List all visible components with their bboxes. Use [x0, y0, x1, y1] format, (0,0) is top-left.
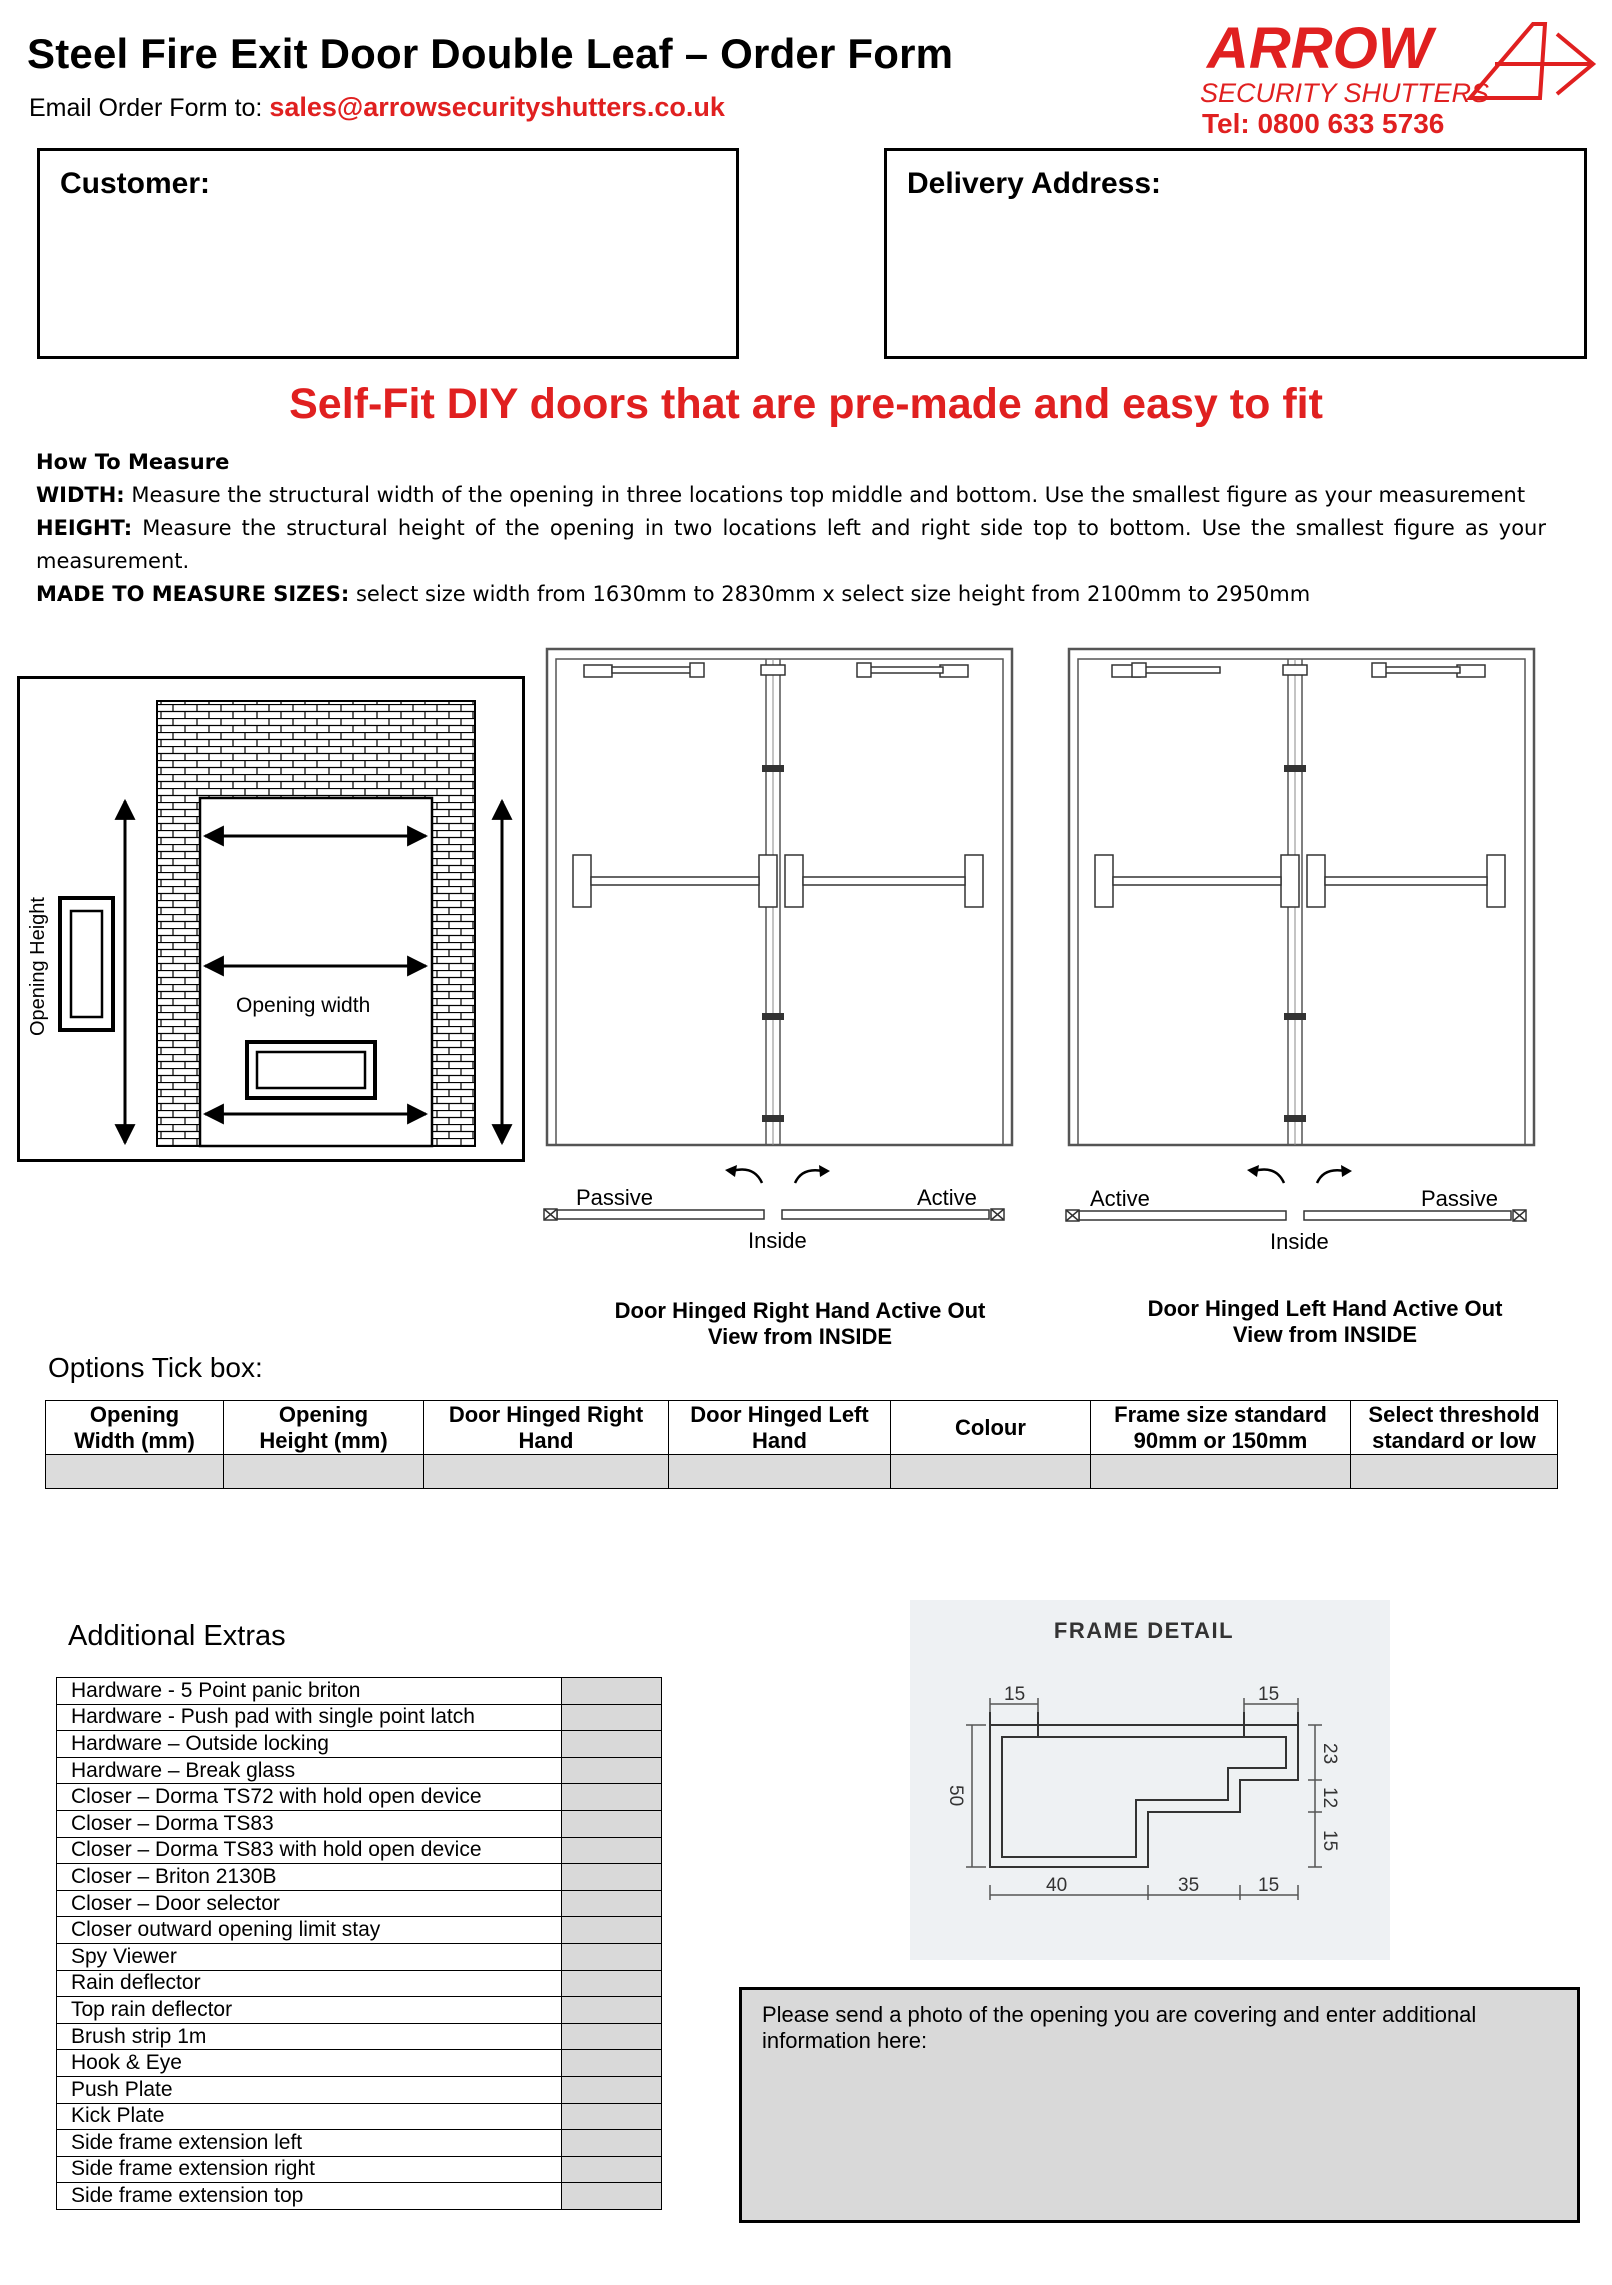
extras-item-label: Closer – Dorma TS83: [57, 1810, 562, 1837]
extras-tick-box[interactable]: [562, 1678, 662, 1705]
extras-item-label: Hook & Eye: [57, 2050, 562, 2077]
extras-row: [57, 1917, 662, 1944]
extras-tick-box[interactable]: [562, 2023, 662, 2050]
extras-tick-box[interactable]: [562, 1704, 662, 1731]
extras-item-label: Closer – Dorma TS83 with hold open device: [57, 1837, 562, 1864]
door-left-inside-label: Inside: [1270, 1229, 1329, 1254]
extras-tick-box[interactable]: [562, 1784, 662, 1811]
extras-item-label: Closer outward opening limit stay: [57, 1917, 562, 1944]
door-hinged-right-input[interactable]: [424, 1455, 669, 1489]
col-door-hinged-left: Door Hinged Left Hand: [669, 1401, 891, 1455]
frame-dim-right-3: 15: [1319, 1830, 1340, 1852]
logo-brand: ARROW: [1207, 16, 1433, 81]
frame-dim-bottom-2: 35: [1178, 1875, 1200, 1896]
door-hinged-left-diagram: [1062, 645, 1542, 1254]
delivery-address-box[interactable]: [884, 148, 1587, 359]
options-title: Options Tick box:: [48, 1352, 263, 1383]
extras-tick-box[interactable]: [562, 2183, 662, 2210]
extras-row: [57, 1837, 662, 1864]
door-left-passive-label: Passive: [1421, 1186, 1499, 1211]
headline: Self-Fit DIY doors that are pre-made and easy to fit: [289, 380, 1323, 428]
extras-tick-box[interactable]: [562, 2050, 662, 2077]
col-frame-size: Frame size standard 90mm or 150mm: [1091, 1401, 1351, 1455]
extras-row: [57, 1810, 662, 1837]
frame-dim-top-left: 15: [1004, 1684, 1026, 1705]
extras-tick-box[interactable]: [562, 1810, 662, 1837]
additional-info-box[interactable]: [739, 1987, 1580, 2223]
extras-row: [57, 1864, 662, 1891]
extras-item-label: Side frame extension left: [57, 2130, 562, 2157]
extras-item-label: Side frame extension top: [57, 2183, 562, 2210]
extras-tick-box[interactable]: [562, 1997, 662, 2024]
col-opening-height: Opening Height (mm): [224, 1401, 424, 1455]
opening-height-label: Opening Height: [27, 897, 49, 1036]
door-right-inside-label: Inside: [748, 1228, 807, 1253]
threshold-input[interactable]: [1351, 1455, 1558, 1489]
frame-dim-left: 50: [945, 1785, 966, 1807]
extras-tick-box[interactable]: [562, 2076, 662, 2103]
extras-tick-box[interactable]: [562, 2103, 662, 2130]
frame-dim-right-2: 12: [1319, 1787, 1340, 1809]
extras-row: [57, 2156, 662, 2183]
extras-tick-box[interactable]: [562, 1917, 662, 1944]
door-left-active-label: Active: [1090, 1186, 1150, 1211]
frame-size-input[interactable]: [1091, 1455, 1351, 1489]
extras-item-label: Brush strip 1m: [57, 2023, 562, 2050]
email-line: [29, 92, 725, 123]
extras-item-label: Closer – Door selector: [57, 1890, 562, 1917]
extras-row: [57, 1997, 662, 2024]
door-left-caption: Door Hinged Left Hand Active Out View from INSIDE: [1147, 1296, 1503, 1347]
extras-item-label: Rain deflector: [57, 1970, 562, 1997]
opening-height-input[interactable]: [224, 1455, 424, 1489]
frame-dim-bottom-1: 40: [1046, 1875, 1068, 1896]
options-table: [45, 1400, 1558, 1489]
options-input-row: [46, 1455, 1558, 1489]
extras-table: [56, 1677, 662, 2210]
door-hinged-left-input[interactable]: [669, 1455, 891, 1489]
col-colour: Colour: [891, 1401, 1091, 1455]
extras-item-label: Hardware - Push pad with single point latch: [57, 1704, 562, 1731]
frame-detail-title: FRAME DETAIL: [1053, 1618, 1235, 1643]
delivery-address-label: Delivery Address:: [907, 167, 1162, 200]
measure-height: HEIGHT: Measure the structural height of the opening in two locations left and right side top to bottom. Use the smallest figure as your measurement.: [36, 516, 1546, 573]
extras-tick-box[interactable]: [562, 2130, 662, 2157]
extras-row: [57, 2130, 662, 2157]
extras-item-label: Hardware - 5 Point panic briton: [57, 1678, 562, 1705]
door-hinged-right-diagram: [540, 645, 1020, 1253]
extras-item-label: Closer – Briton 2130B: [57, 1864, 562, 1891]
extras-item-label: Spy Viewer: [57, 1943, 562, 1970]
email-link[interactable]: sales@arrowsecurityshutters.co.uk: [269, 92, 725, 122]
opening-diagram: [17, 676, 525, 1162]
logo-tagline: SECURITY SHUTTERS: [1200, 78, 1490, 108]
frame-dim-bottom-3: 15: [1258, 1875, 1280, 1896]
extras-row: [57, 1704, 662, 1731]
extras-row: [57, 2023, 662, 2050]
extras-tick-box[interactable]: [562, 1864, 662, 1891]
frame-dim-top-right: 15: [1258, 1684, 1280, 1705]
customer-label: Customer:: [60, 167, 211, 200]
page-title: Steel Fire Exit Door Double Leaf – Order Form: [27, 30, 954, 77]
extras-tick-box[interactable]: [562, 1970, 662, 1997]
colour-input[interactable]: [891, 1455, 1091, 1489]
extras-row: [57, 1678, 662, 1705]
extras-tick-box[interactable]: [562, 1890, 662, 1917]
col-threshold: Select threshold standard or low: [1351, 1401, 1558, 1455]
extras-row: [57, 2076, 662, 2103]
door-right-passive-label: Passive: [576, 1185, 654, 1210]
opening-width-label: Opening width: [236, 994, 371, 1017]
extras-row: [57, 1970, 662, 1997]
extras-row: [57, 1784, 662, 1811]
extras-item-label: Hardware – Break glass: [57, 1757, 562, 1784]
extras-row: [57, 1731, 662, 1758]
extras-tick-box[interactable]: [562, 1731, 662, 1758]
extras-row: [57, 2050, 662, 2077]
logo-tel: Tel: 0800 633 5736: [1202, 108, 1445, 139]
extras-tick-box[interactable]: [562, 1837, 662, 1864]
extras-row: [57, 2103, 662, 2130]
extras-item-label: Top rain deflector: [57, 1997, 562, 2024]
extras-item-label: Kick Plate: [57, 2103, 562, 2130]
measure-heading: How To Measure: [36, 450, 230, 474]
measure-sizes: MADE TO MEASURE SIZES: select size width from 1630mm to 2830mm x select size height from 2100mm to 2950mm: [36, 582, 1311, 606]
extras-row: [57, 2183, 662, 2210]
col-door-hinged-right: Door Hinged Right Hand: [424, 1401, 669, 1455]
col-opening-width: Opening Width (mm): [46, 1401, 224, 1455]
email-prefix: Email Order Form to:: [29, 94, 270, 122]
extras-item-label: Push Plate: [57, 2076, 562, 2103]
extras-row: [57, 1757, 662, 1784]
options-header-row: [46, 1401, 1558, 1455]
customer-box[interactable]: [37, 148, 739, 359]
extras-title: Additional Extras: [68, 1620, 286, 1652]
extras-tick-box[interactable]: [562, 2156, 662, 2183]
how-to-measure: [36, 446, 1546, 611]
extras-row: [57, 1890, 662, 1917]
door-right-caption: Door Hinged Right Hand Active Out View from INSIDE: [614, 1298, 986, 1349]
extras-row: [57, 1943, 662, 1970]
extras-tick-box[interactable]: [562, 1943, 662, 1970]
extras-item-label: Hardware – Outside locking: [57, 1731, 562, 1758]
extras-item-label: Side frame extension right: [57, 2156, 562, 2183]
opening-width-input[interactable]: [46, 1455, 224, 1489]
door-right-active-label: Active: [917, 1185, 977, 1210]
frame-dim-right-1: 23: [1319, 1743, 1340, 1765]
additional-info-instructions: Please send a photo of the opening you are covering and enter additional information here:: [762, 2002, 1477, 2053]
extras-tick-box[interactable]: [562, 1757, 662, 1784]
extras-item-label: Closer – Dorma TS72 with hold open device: [57, 1784, 562, 1811]
frame-detail-diagram: [910, 1600, 1390, 1960]
measure-width: WIDTH: Measure the structural width of the opening in three locations top middle and bottom. Use the smallest figure as your measurement: [36, 483, 1526, 507]
